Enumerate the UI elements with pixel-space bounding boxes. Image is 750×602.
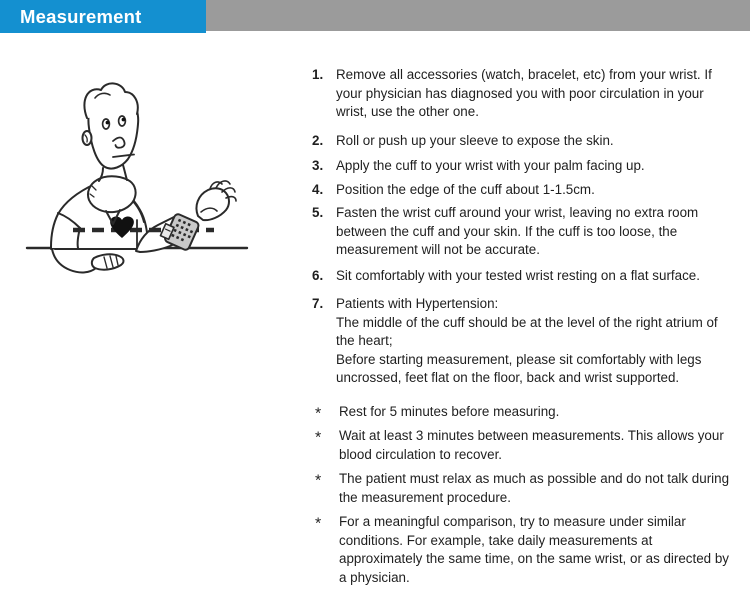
- asterisk-marker: *: [315, 429, 322, 447]
- left-pupil: [106, 121, 110, 125]
- note-item-3: [312, 470, 736, 507]
- right-pupil: [122, 118, 126, 122]
- section-title-bar: [0, 0, 206, 33]
- note-text: Rest for 5 minutes before measuring.: [339, 403, 560, 419]
- step-text: Apply the cuff to your wrist with your palm facing up.: [336, 158, 645, 173]
- asterisk-marker: *: [315, 405, 322, 422]
- asterisk-marker: *: [315, 472, 322, 490]
- step-item-6: [312, 267, 736, 286]
- step-number: 3.: [312, 158, 324, 173]
- step-text: Remove all accessories (watch, bracelet, etc) from your wrist. If your physician has diagnosed you with poor circulation in your wrist, use the other one.: [336, 67, 712, 119]
- step-number: 1.: [312, 67, 324, 82]
- step-number: 6.: [312, 267, 324, 283]
- step-7-line-2: The middle of the cuff should be at the level of the right atrium of the heart;: [336, 314, 718, 348]
- person-wrist-cuff-heart-level-illustration: [25, 58, 280, 303]
- step-text: [336, 295, 732, 388]
- note-item-4: [312, 513, 736, 587]
- page-title: Measurement: [20, 6, 142, 27]
- note-item-1: [312, 403, 736, 422]
- note-item-2: [312, 427, 736, 464]
- neck-scarf: [88, 176, 136, 212]
- instruction-list: [312, 66, 736, 593]
- step-item-1: [312, 66, 736, 122]
- step-7-line-1: Patients with Hypertension:: [336, 296, 499, 311]
- step-item-4: [312, 181, 736, 200]
- step-number: 7.: [312, 296, 324, 311]
- right-hand: [196, 188, 229, 220]
- step-item-7: [312, 295, 736, 388]
- step-7-line-3: Before starting measurement, please sit comfortably with legs uncrossed, feet flat on the floor, back and wrist supported.: [336, 351, 702, 385]
- note-text: The patient must relax as much as possible and do not talk during the measurement procedure.: [339, 471, 730, 505]
- left-hand: [92, 254, 124, 269]
- asterisk-marker: *: [315, 515, 322, 533]
- wrist-bp-illustration: [25, 58, 280, 303]
- step-text: Sit comfortably with your tested wrist resting on a flat surface.: [336, 267, 700, 283]
- step-number: 2.: [312, 132, 324, 148]
- step-number: 5.: [312, 205, 324, 220]
- hair: [84, 83, 137, 118]
- step-number: 4.: [312, 181, 324, 197]
- step-text: Roll or push up your sleeve to expose the skin.: [336, 132, 614, 148]
- step-item-3: [312, 157, 736, 176]
- header-gray-bar: [206, 0, 750, 31]
- note-text: For a meaningful comparison, try to measure under similar conditions. For example, take daily measurements at approximately the same time, on the same wrist, or as directed by a physician.: [339, 514, 729, 585]
- step-item-2: [312, 132, 736, 151]
- step-item-5: [312, 204, 736, 260]
- note-text: Wait at least 3 minutes between measurements. This allows your blood circulation to recover.: [339, 428, 724, 462]
- step-text: Fasten the wrist cuff around your wrist, leaving no extra room between the cuff and your skin. If the cuff is too loose, the measurement will not be accurate.: [336, 205, 699, 257]
- step-text: Position the edge of the cuff about 1-1.5cm.: [336, 181, 595, 197]
